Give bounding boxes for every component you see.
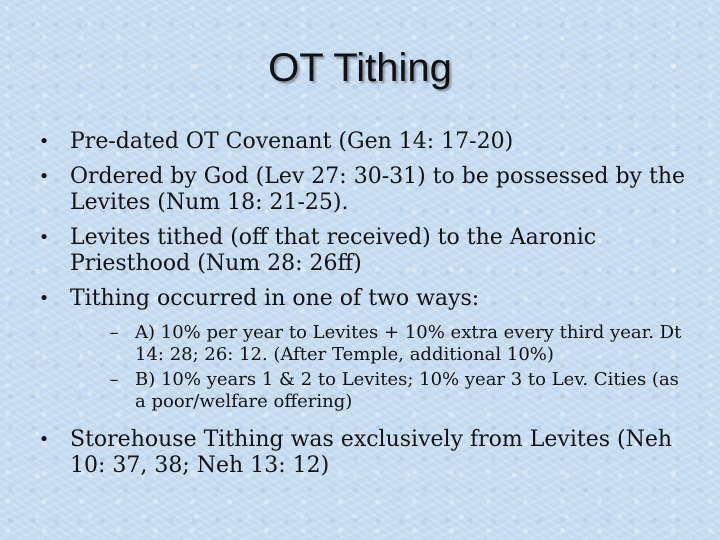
- bullet-item: [34, 225, 694, 277]
- bullet-icon: •: [38, 131, 50, 152]
- bullet-text: Pre-dated OT Covenant (Gen 14: 17-20): [70, 129, 514, 154]
- dash-icon: –: [109, 369, 119, 390]
- bullet-item: [34, 427, 694, 479]
- bullet-text: Storehouse Tithing was exclusively from Levites (Neh 10: 37, 38; Neh 13: 12): [70, 427, 673, 478]
- bullet-item: [34, 164, 694, 216]
- bullet-list: [34, 129, 694, 488]
- bullet-icon: •: [38, 288, 50, 309]
- bullet-icon: •: [38, 429, 50, 450]
- slide-title: OT Tithing: [268, 46, 452, 90]
- sub-bullet-text: B) 10% years 1 & 2 to Levites; 10% year 3 to Lev. Cities (as a poor/welfare offering): [135, 369, 679, 412]
- sub-bullet-item: [103, 322, 694, 366]
- bullet-icon: •: [38, 166, 50, 187]
- sub-bullet-text: A) 10% per year to Levites + 10% extra every third year. Dt 14: 28; 26: 12. (After Temple, additional 10%): [135, 322, 682, 365]
- bullet-item: [34, 286, 694, 413]
- bullet-text: Tithing occurred in one of two ways:: [70, 286, 480, 311]
- sub-bullet-list: [70, 322, 694, 413]
- bullet-text: Ordered by God (Lev 27: 30-31) to be possessed by the Levites (Num 18: 21-25).: [70, 164, 686, 215]
- bullet-text: Levites tithed (off that received) to the Aaronic Priesthood (Num 28: 26ff): [70, 225, 597, 276]
- bullet-item: [34, 129, 694, 155]
- sub-bullet-item: [103, 369, 694, 413]
- bullet-icon: •: [38, 227, 50, 248]
- dash-icon: –: [109, 322, 119, 343]
